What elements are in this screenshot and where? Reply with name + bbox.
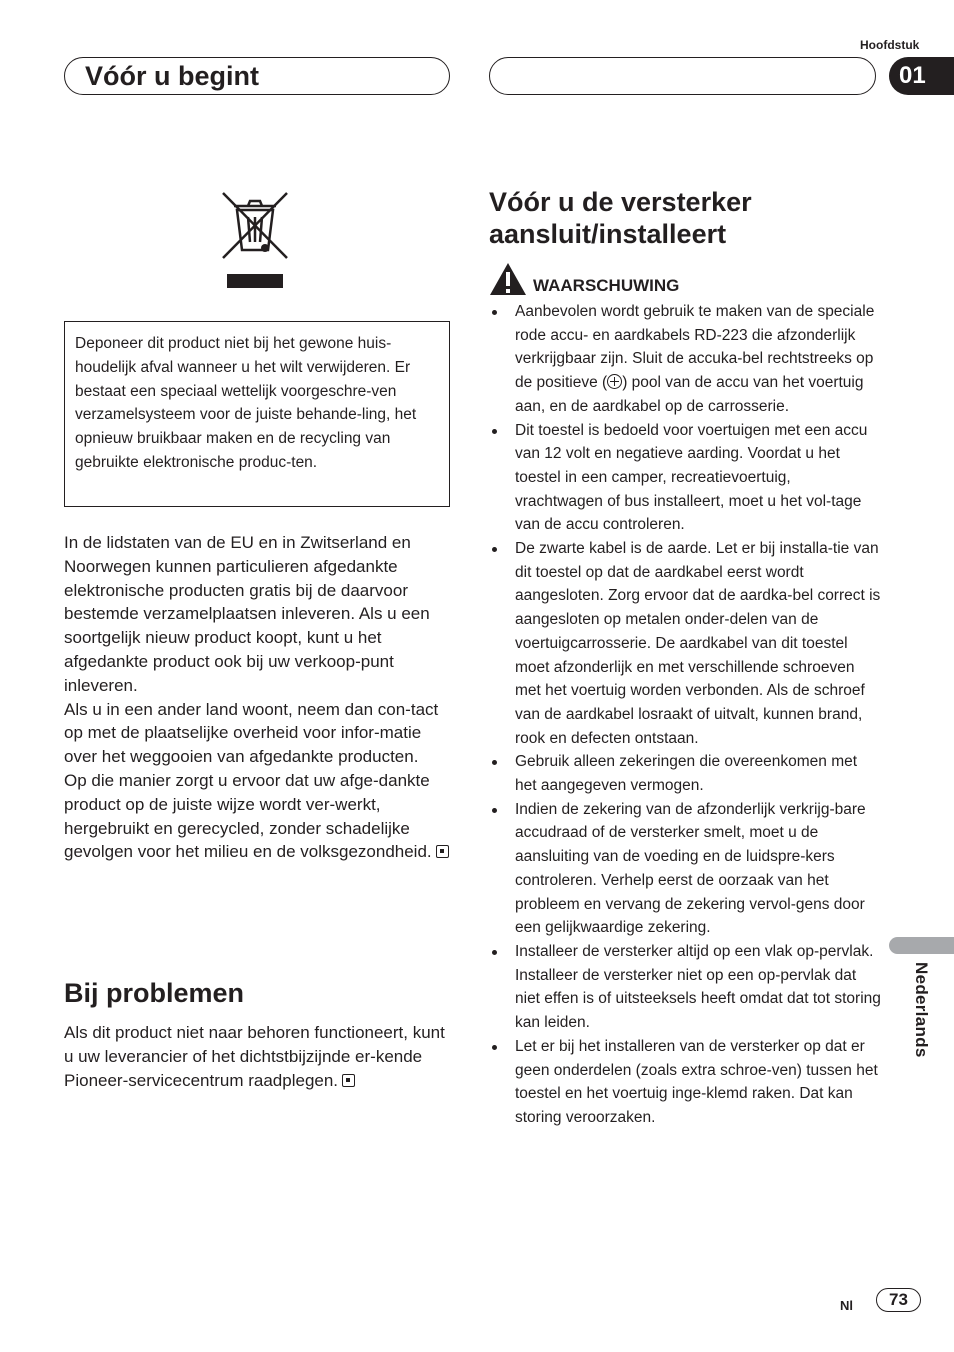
- disposal-paragraph-3: [64, 769, 452, 864]
- warning-item: Dit toestel is bedoeld voor voertuigen met een accu van 12 volt en negatieve aarding. Voordat u het toestel in een camper, recreatievoertuig, vrachtwagen of bus installeert, moet u het vol-tage van de accu controleren.: [489, 419, 881, 538]
- install-heading: Vóór u de versterker aansluit/installeert: [489, 187, 752, 249]
- header-empty-pill: [489, 57, 876, 95]
- warning-label: WAARSCHUWING: [533, 276, 680, 295]
- warning-item: De zwarte kabel is de aarde. Let er bij installa-tie van dit toestel op dat de aardkabel eerst wordt aangesloten. Zorg ervoor dat de aardka-bel correct is aangesloten op metalen onder-delen van de voertuigcarrosserie. De aardkabel van dit toestel moet afzonderlijk en met verschillende schroeven met het voertuig worden verbonden. Als de schroef van de aardkabel losraakt of uitvalt, kunnen brand, rook en defecten ontstaan.: [489, 537, 881, 750]
- end-of-section-icon: [342, 1074, 355, 1087]
- warning-header: [489, 262, 679, 296]
- chapter-number-badge: 01: [889, 57, 954, 95]
- troubleshooting-text-block: [64, 1021, 452, 1092]
- warning-item-text: Aanbevolen wordt gebruik te maken van de speciale rode accu- en aardkabels RD-223 die afzonderlijk verkrijgbaar zijn. Sluit de accuka-bel rechtstreeks op de positieve (: [515, 303, 875, 392]
- footer-language-code: Nl: [840, 1298, 853, 1313]
- disposal-paragraph-2: Als u in een ander land woont, neem dan con-tact op met de plaatselijke overheid voor infor-matie over het weggooien van afgedankte producten.: [64, 699, 439, 767]
- language-tab-label: Nederlands: [912, 962, 931, 1058]
- disposal-info: [64, 531, 452, 864]
- warning-item: [489, 300, 881, 419]
- end-of-section-icon: [436, 845, 449, 858]
- page-number: 73: [876, 1288, 921, 1312]
- troubleshooting-text: Als dit product niet naar behoren functioneert, kunt u uw leverancier of het dichtstbijzijnde er-kende Pioneer-servicecentrum raadplegen.: [64, 1023, 445, 1090]
- weee-disposal-notice: Deponeer dit product niet bij het gewone huis-houdelijk afval wanneer u het wilt verwijderen. Er bestaat een speciaal wettelijk voorgeschre-ven verzamelsysteem voor de juiste behande-ling, het opnieuw bruikbaar maken en de recycling van gebruikte elektronische produc-ten.: [64, 321, 450, 507]
- troubleshooting-heading: Bij problemen: [64, 978, 245, 1008]
- disposal-paragraph-1: In de lidstaten van de EU en in Zwitserland en Noorwegen kunnen particulieren afgedankte elektronische producten gratis bij de daarvoor bestemde verzamelplaatsen inleveren. Als u een soortgelijk nieuw product koopt, kunt u het afgedankte product ook bij uw verkoop-punt inleveren.: [64, 533, 430, 695]
- warning-triangle-icon: [489, 262, 527, 296]
- language-tab-marker: [889, 937, 954, 954]
- warning-item: Indien de zekering van de afzonderlijk verkrijg-bare accudraad of de versterker smelt, moet u de aansluiting van de voeding en de luidspre-kers controleren. Verhelp eerst de oorzaak van het probleem en vervang de zekering vervol-gens door een gelijkwaardige zekering.: [489, 798, 881, 940]
- warning-list: [489, 300, 881, 1130]
- warning-item-text: ) pool van de accu van het voertuig aan, en de aardkabel op de carrosserie.: [515, 374, 864, 415]
- section-title-pill: [64, 57, 450, 95]
- warning-item: Gebruik alleen zekeringen die overeenkomen met het aangegeven vermogen.: [489, 750, 881, 797]
- positive-terminal-icon: [607, 374, 622, 389]
- chapter-label: Hoofdstuk: [860, 38, 920, 52]
- warning-item: Installeer de versterker altijd op een vlak op-pervlak. Installeer de versterker niet op een op-pervlak dat niet effen is of uitsteeksels heeft omdat dat tot storing kan leiden.: [489, 940, 881, 1035]
- section-title: Vóór u begint: [85, 61, 259, 91]
- disposal-paragraph-3-text: Op die manier zorgt u ervoor dat uw afge-dankte product op de juiste wijze wordt ver-werkt, hergebruikt en gerecycled, zonder schadelijke gevolgen voor het milieu en de volksgezondheid.: [64, 770, 432, 862]
- crossed-out-wheelie-bin-icon: [220, 190, 290, 290]
- warning-item: Let er bij het installeren van de versterker op dat er geen onderdelen (zoals extra schroe-ven) tussen het toestel en het voertuig inge-klemd raken. Dat kan storing veroorzaken.: [489, 1035, 881, 1130]
